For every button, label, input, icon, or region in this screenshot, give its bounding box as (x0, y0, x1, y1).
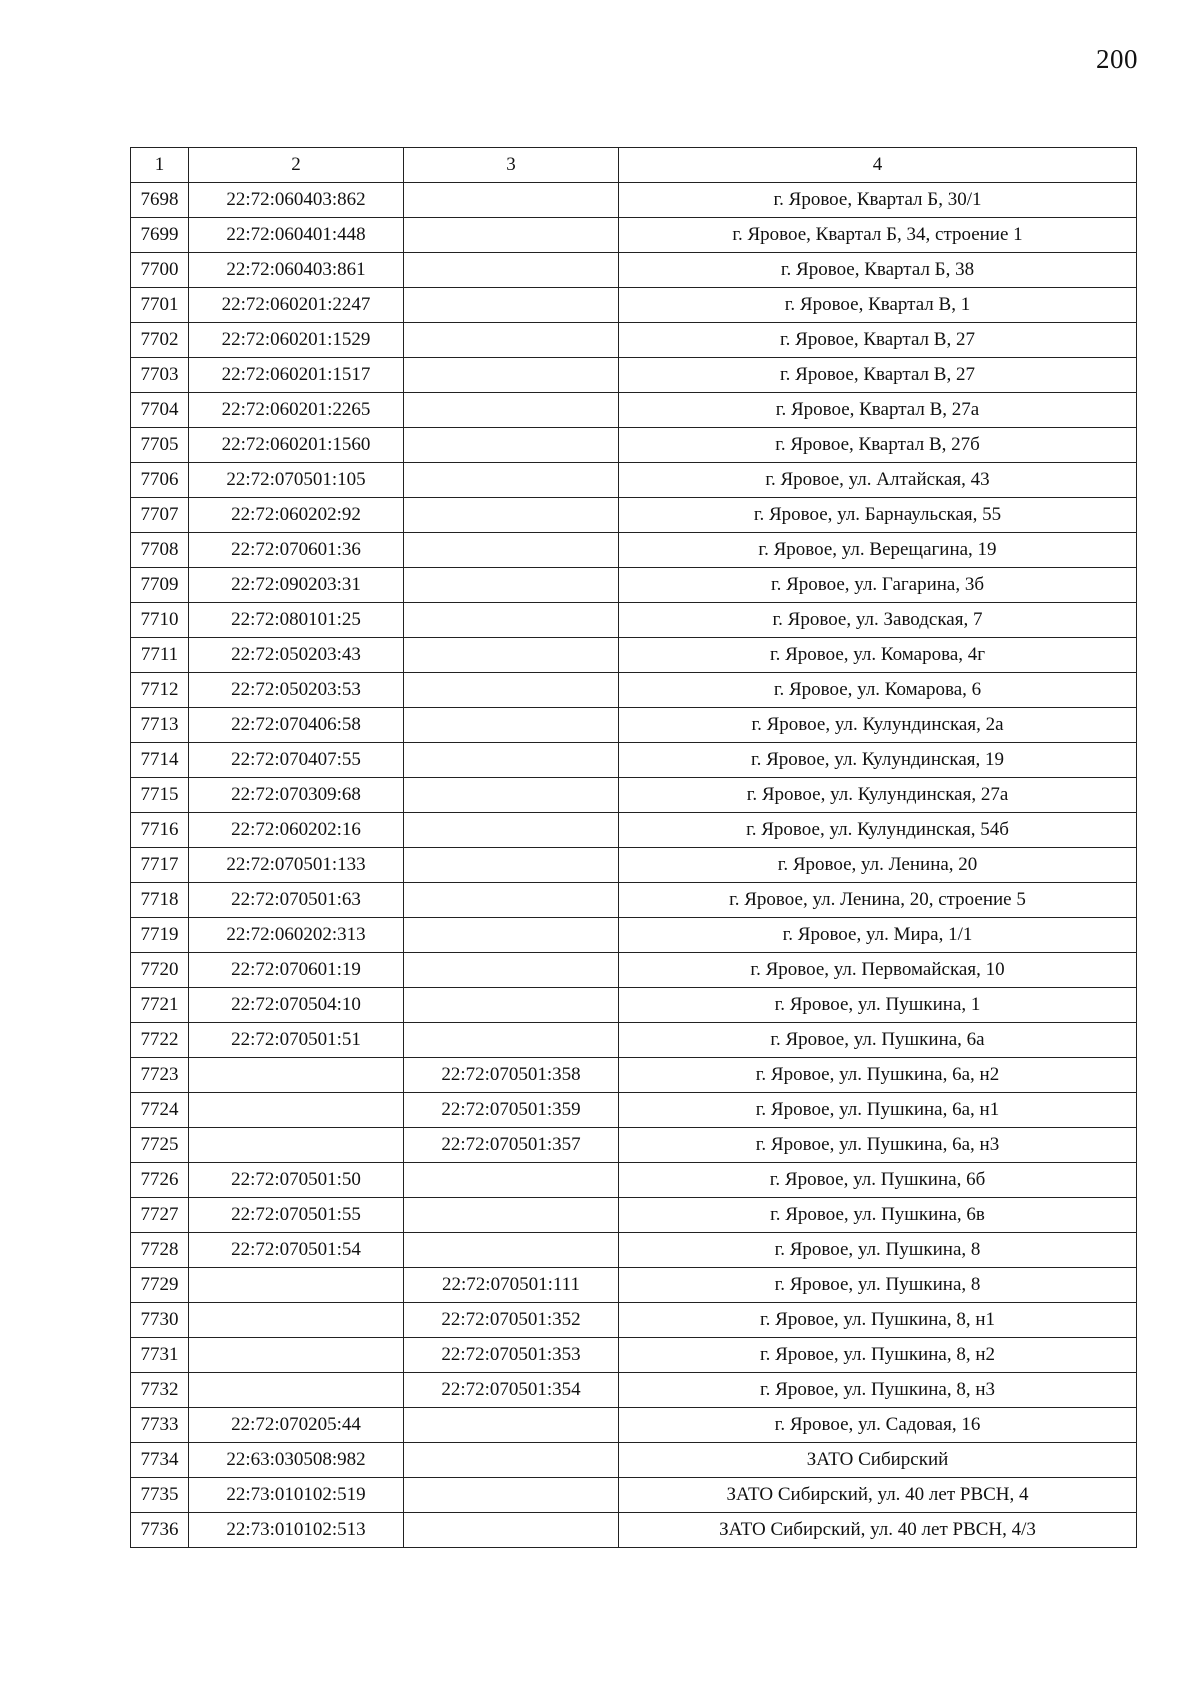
cadastral-number-cell: 22:72:070504:10 (189, 988, 404, 1023)
cadastral-number-cell: 22:72:050203:53 (189, 673, 404, 708)
table-row (131, 1163, 1137, 1198)
address-cell: г. Яровое, ул. Кулундинская, 27а (619, 778, 1137, 813)
row-number-cell: 7718 (131, 883, 189, 918)
table-row (131, 498, 1137, 533)
related-cadastral-number-cell (404, 883, 619, 918)
table-row (131, 1023, 1137, 1058)
cadastral-number-cell: 22:72:060201:1529 (189, 323, 404, 358)
address-cell: г. Яровое, Квартал Б, 34, строение 1 (619, 218, 1137, 253)
row-number-cell: 7717 (131, 848, 189, 883)
row-number-cell: 7713 (131, 708, 189, 743)
related-cadastral-number-cell (404, 183, 619, 218)
cadastral-number-cell (189, 1128, 404, 1163)
table-row (131, 1338, 1137, 1373)
row-number-cell: 7719 (131, 918, 189, 953)
table-row (131, 708, 1137, 743)
column-header: 4 (619, 148, 1137, 183)
address-cell: г. Яровое, Квартал В, 27 (619, 323, 1137, 358)
row-number-cell: 7706 (131, 463, 189, 498)
table-row (131, 1268, 1137, 1303)
row-number-cell: 7705 (131, 428, 189, 463)
address-cell: г. Яровое, ул. Пушкина, 8, н3 (619, 1373, 1137, 1408)
related-cadastral-number-cell (404, 533, 619, 568)
address-cell: ЗАТО Сибирский (619, 1443, 1137, 1478)
address-cell: г. Яровое, ул. Заводская, 7 (619, 603, 1137, 638)
cadastral-number-cell: 22:72:080101:25 (189, 603, 404, 638)
related-cadastral-number-cell (404, 953, 619, 988)
related-cadastral-number-cell (404, 1023, 619, 1058)
cadastral-number-cell: 22:72:070501:54 (189, 1233, 404, 1268)
cadastral-number-cell: 22:73:010102:513 (189, 1513, 404, 1548)
table-row (131, 848, 1137, 883)
column-header: 3 (404, 148, 619, 183)
cadastral-number-cell: 22:72:070309:68 (189, 778, 404, 813)
table-row (131, 533, 1137, 568)
cadastral-number-cell: 22:72:060202:16 (189, 813, 404, 848)
address-cell: г. Яровое, Квартал В, 27а (619, 393, 1137, 428)
row-number-cell: 7729 (131, 1268, 189, 1303)
table-row (131, 393, 1137, 428)
table-row (131, 1128, 1137, 1163)
cadastral-number-cell (189, 1303, 404, 1338)
related-cadastral-number-cell (404, 603, 619, 638)
row-number-cell: 7728 (131, 1233, 189, 1268)
related-cadastral-number-cell (404, 1513, 619, 1548)
related-cadastral-number-cell: 22:72:070501:357 (404, 1128, 619, 1163)
address-cell: г. Яровое, ул. Пушкина, 8, н1 (619, 1303, 1137, 1338)
related-cadastral-number-cell (404, 708, 619, 743)
cadastral-number-cell: 22:73:010102:519 (189, 1478, 404, 1513)
row-number-cell: 7735 (131, 1478, 189, 1513)
cadastral-number-cell (189, 1338, 404, 1373)
cadastral-number-cell: 22:72:070501:51 (189, 1023, 404, 1058)
row-number-cell: 7722 (131, 1023, 189, 1058)
address-cell: г. Яровое, Квартал В, 27 (619, 358, 1137, 393)
table-row (131, 1058, 1137, 1093)
table-row (131, 1478, 1137, 1513)
cadastral-number-cell: 22:72:070406:58 (189, 708, 404, 743)
column-header: 2 (189, 148, 404, 183)
related-cadastral-number-cell (404, 988, 619, 1023)
table-row (131, 358, 1137, 393)
related-cadastral-number-cell (404, 1163, 619, 1198)
table-row (131, 813, 1137, 848)
address-cell: г. Яровое, ул. Мира, 1/1 (619, 918, 1137, 953)
row-number-cell: 7703 (131, 358, 189, 393)
related-cadastral-number-cell (404, 498, 619, 533)
registry-table (130, 147, 1137, 1548)
cadastral-number-cell: 22:72:070501:50 (189, 1163, 404, 1198)
table-row (131, 1443, 1137, 1478)
address-cell: г. Яровое, Квартал В, 1 (619, 288, 1137, 323)
address-cell: г. Яровое, ул. Кулундинская, 2а (619, 708, 1137, 743)
row-number-cell: 7721 (131, 988, 189, 1023)
related-cadastral-number-cell (404, 1198, 619, 1233)
cadastral-number-cell: 22:72:060202:92 (189, 498, 404, 533)
table-row (131, 778, 1137, 813)
address-cell: г. Яровое, ул. Пушкина, 6а, н1 (619, 1093, 1137, 1128)
related-cadastral-number-cell (404, 673, 619, 708)
table-row (131, 1303, 1137, 1338)
cadastral-number-cell (189, 1093, 404, 1128)
page-number: 200 (1096, 44, 1138, 74)
address-cell: г. Яровое, ул. Пушкина, 6б (619, 1163, 1137, 1198)
address-cell: г. Яровое, ул. Кулундинская, 54б (619, 813, 1137, 848)
cadastral-number-cell: 22:72:070601:19 (189, 953, 404, 988)
related-cadastral-number-cell (404, 428, 619, 463)
address-cell: г. Яровое, ул. Пушкина, 8, н2 (619, 1338, 1137, 1373)
address-cell: г. Яровое, ул. Пушкина, 1 (619, 988, 1137, 1023)
related-cadastral-number-cell (404, 253, 619, 288)
address-cell: г. Яровое, ул. Ленина, 20 (619, 848, 1137, 883)
address-cell: г. Яровое, ул. Пушкина, 6а, н2 (619, 1058, 1137, 1093)
table-row (131, 253, 1137, 288)
related-cadastral-number-cell (404, 288, 619, 323)
cadastral-number-cell: 22:63:030508:982 (189, 1443, 404, 1478)
cadastral-number-cell: 22:72:090203:31 (189, 568, 404, 603)
address-cell: г. Яровое, ул. Пушкина, 6а (619, 1023, 1137, 1058)
row-number-cell: 7733 (131, 1408, 189, 1443)
related-cadastral-number-cell (404, 568, 619, 603)
row-number-cell: 7732 (131, 1373, 189, 1408)
related-cadastral-number-cell (404, 848, 619, 883)
table-body (131, 183, 1137, 1548)
address-cell: г. Яровое, ул. Первомайская, 10 (619, 953, 1137, 988)
row-number-cell: 7708 (131, 533, 189, 568)
related-cadastral-number-cell (404, 393, 619, 428)
address-cell: г. Яровое, ул. Ленина, 20, строение 5 (619, 883, 1137, 918)
row-number-cell: 7701 (131, 288, 189, 323)
address-cell: г. Яровое, ул. Алтайская, 43 (619, 463, 1137, 498)
row-number-cell: 7715 (131, 778, 189, 813)
cadastral-number-cell (189, 1373, 404, 1408)
row-number-cell: 7712 (131, 673, 189, 708)
related-cadastral-number-cell (404, 463, 619, 498)
row-number-cell: 7699 (131, 218, 189, 253)
cadastral-number-cell: 22:72:060201:2247 (189, 288, 404, 323)
address-cell: г. Яровое, ул. Пушкина, 6в (619, 1198, 1137, 1233)
related-cadastral-number-cell (404, 358, 619, 393)
row-number-cell: 7736 (131, 1513, 189, 1548)
row-number-cell: 7734 (131, 1443, 189, 1478)
table-row (131, 953, 1137, 988)
related-cadastral-number-cell: 22:72:070501:358 (404, 1058, 619, 1093)
table-row (131, 323, 1137, 358)
address-cell: г. Яровое, ул. Верещагина, 19 (619, 533, 1137, 568)
row-number-cell: 7730 (131, 1303, 189, 1338)
row-number-cell: 7709 (131, 568, 189, 603)
cadastral-number-cell: 22:72:060201:2265 (189, 393, 404, 428)
table-row (131, 1198, 1137, 1233)
row-number-cell: 7727 (131, 1198, 189, 1233)
address-cell: г. Яровое, Квартал Б, 38 (619, 253, 1137, 288)
related-cadastral-number-cell: 22:72:070501:111 (404, 1268, 619, 1303)
cadastral-number-cell (189, 1268, 404, 1303)
row-number-cell: 7720 (131, 953, 189, 988)
related-cadastral-number-cell (404, 778, 619, 813)
related-cadastral-number-cell (404, 1408, 619, 1443)
table-row (131, 463, 1137, 498)
related-cadastral-number-cell (404, 323, 619, 358)
address-cell: г. Яровое, ул. Комарова, 4г (619, 638, 1137, 673)
row-number-cell: 7710 (131, 603, 189, 638)
table-row (131, 988, 1137, 1023)
related-cadastral-number-cell: 22:72:070501:353 (404, 1338, 619, 1373)
row-number-cell: 7698 (131, 183, 189, 218)
related-cadastral-number-cell (404, 218, 619, 253)
row-number-cell: 7714 (131, 743, 189, 778)
row-number-cell: 7711 (131, 638, 189, 673)
address-cell: г. Яровое, ул. Гагарина, 3б (619, 568, 1137, 603)
table-row (131, 218, 1137, 253)
cadastral-number-cell: 22:72:060403:861 (189, 253, 404, 288)
cadastral-number-cell: 22:72:060401:448 (189, 218, 404, 253)
table-row (131, 183, 1137, 218)
address-cell: г. Яровое, ул. Пушкина, 6а, н3 (619, 1128, 1137, 1163)
cadastral-number-cell (189, 1058, 404, 1093)
related-cadastral-number-cell (404, 1478, 619, 1513)
column-header: 1 (131, 148, 189, 183)
address-cell: г. Яровое, ул. Комарова, 6 (619, 673, 1137, 708)
address-cell: г. Яровое, ул. Садовая, 16 (619, 1408, 1137, 1443)
row-number-cell: 7724 (131, 1093, 189, 1128)
table-row (131, 288, 1137, 323)
row-number-cell: 7700 (131, 253, 189, 288)
cadastral-number-cell: 22:72:060403:862 (189, 183, 404, 218)
table-row (131, 568, 1137, 603)
address-cell: г. Яровое, ул. Барнаульская, 55 (619, 498, 1137, 533)
row-number-cell: 7704 (131, 393, 189, 428)
address-cell: г. Яровое, Квартал Б, 30/1 (619, 183, 1137, 218)
cadastral-number-cell: 22:72:070501:63 (189, 883, 404, 918)
address-cell: г. Яровое, ул. Кулундинская, 19 (619, 743, 1137, 778)
cadastral-number-cell: 22:72:070407:55 (189, 743, 404, 778)
related-cadastral-number-cell (404, 918, 619, 953)
cadastral-number-cell: 22:72:060201:1560 (189, 428, 404, 463)
related-cadastral-number-cell: 22:72:070501:359 (404, 1093, 619, 1128)
row-number-cell: 7731 (131, 1338, 189, 1373)
row-number-cell: 7702 (131, 323, 189, 358)
address-cell: ЗАТО Сибирский, ул. 40 лет РВСН, 4/3 (619, 1513, 1137, 1548)
cadastral-number-cell: 22:72:050203:43 (189, 638, 404, 673)
table-row (131, 883, 1137, 918)
cadastral-number-cell: 22:72:070205:44 (189, 1408, 404, 1443)
cadastral-number-cell: 22:72:070501:55 (189, 1198, 404, 1233)
header-row (131, 148, 1137, 183)
cadastral-number-cell: 22:72:070601:36 (189, 533, 404, 568)
table-row (131, 428, 1137, 463)
table-row (131, 638, 1137, 673)
cadastral-number-cell: 22:72:070501:133 (189, 848, 404, 883)
row-number-cell: 7725 (131, 1128, 189, 1163)
related-cadastral-number-cell (404, 813, 619, 848)
table-row (131, 603, 1137, 638)
cadastral-number-cell: 22:72:070501:105 (189, 463, 404, 498)
table-row (131, 918, 1137, 953)
cadastral-number-cell: 22:72:060201:1517 (189, 358, 404, 393)
address-cell: г. Яровое, ул. Пушкина, 8 (619, 1268, 1137, 1303)
row-number-cell: 7723 (131, 1058, 189, 1093)
row-number-cell: 7726 (131, 1163, 189, 1198)
address-cell: ЗАТО Сибирский, ул. 40 лет РВСН, 4 (619, 1478, 1137, 1513)
table-row (131, 673, 1137, 708)
address-cell: г. Яровое, ул. Пушкина, 8 (619, 1233, 1137, 1268)
related-cadastral-number-cell (404, 1233, 619, 1268)
cadastral-number-cell: 22:72:060202:313 (189, 918, 404, 953)
table-row (131, 1233, 1137, 1268)
table-row (131, 1093, 1137, 1128)
table-row (131, 743, 1137, 778)
address-cell: г. Яровое, Квартал В, 27б (619, 428, 1137, 463)
related-cadastral-number-cell (404, 743, 619, 778)
related-cadastral-number-cell (404, 1443, 619, 1478)
row-number-cell: 7707 (131, 498, 189, 533)
related-cadastral-number-cell: 22:72:070501:352 (404, 1303, 619, 1338)
related-cadastral-number-cell: 22:72:070501:354 (404, 1373, 619, 1408)
table-row (131, 1408, 1137, 1443)
table-row (131, 1373, 1137, 1408)
related-cadastral-number-cell (404, 638, 619, 673)
table-row (131, 1513, 1137, 1548)
row-number-cell: 7716 (131, 813, 189, 848)
